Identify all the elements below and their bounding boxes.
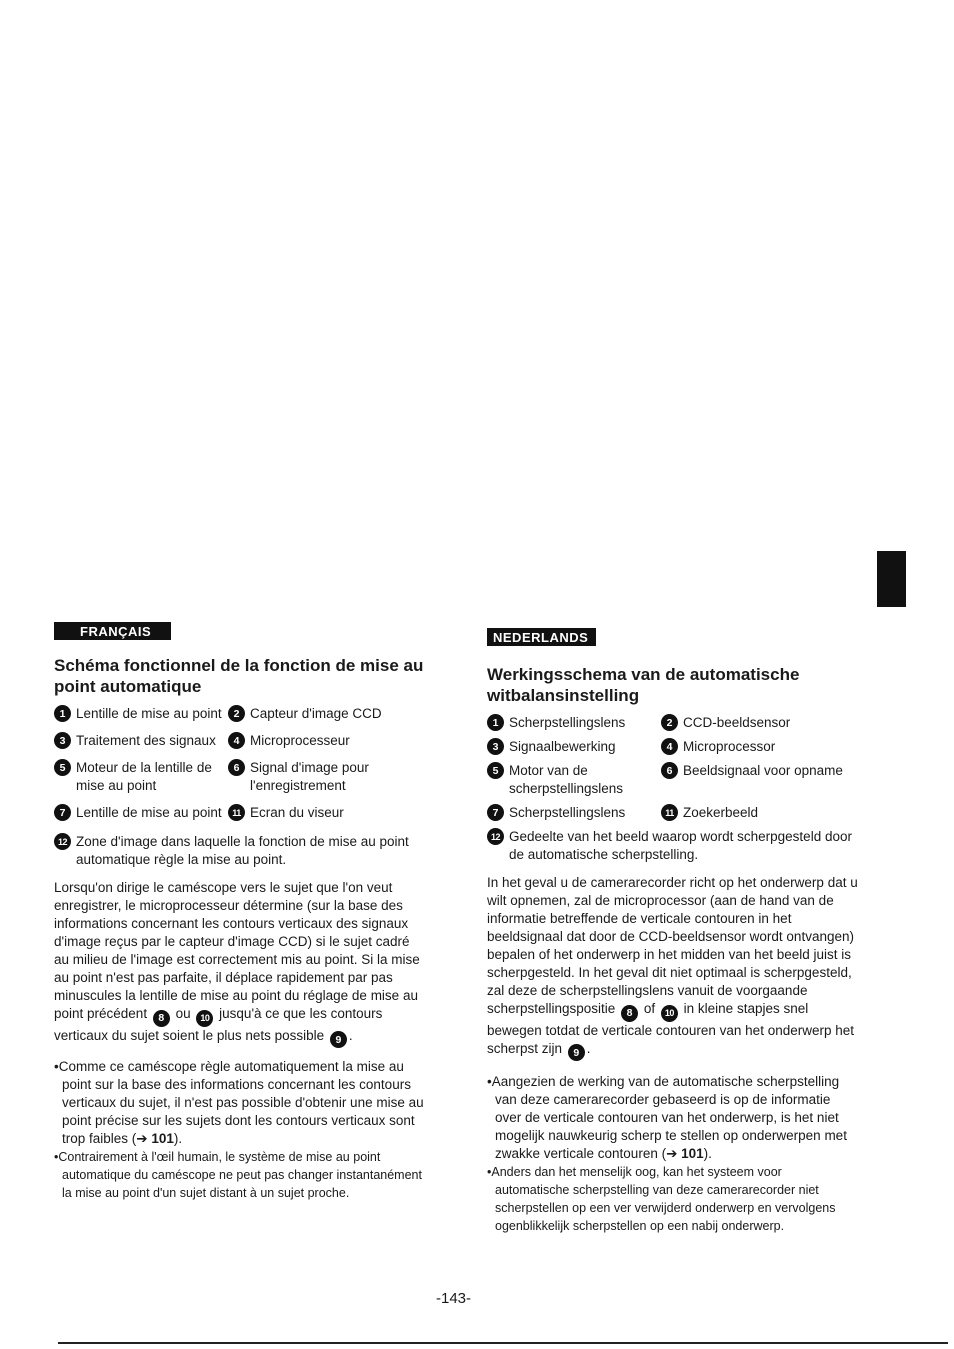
number-3-icon: 3 xyxy=(487,738,504,755)
bullet-text: •Comme ce caméscope règle automatiquement la mise au point sur la base des informations concernant les contours verticaux du sujet, il n'est pas possible d'obtenir une mise au point précise sur les sujets dont les contours verticaux sont trop faibles ( xyxy=(54,1059,424,1146)
legend-label: Lentille de mise au point xyxy=(76,805,222,820)
legend-item xyxy=(487,762,661,798)
legend-item xyxy=(228,759,424,795)
number-2-icon: 2 xyxy=(661,714,678,731)
section-heading-nederlands: Werkingsschema van de automatische witbalansinstelling xyxy=(487,665,800,705)
nederlands-column xyxy=(487,628,859,1235)
section-heading-francais: Schéma fonctionnel de la fonction de mise au point automatique xyxy=(54,656,424,696)
conjunction: of xyxy=(643,1001,656,1016)
legend-label: Moteur de la lentille de mise au point xyxy=(76,760,212,793)
legend-label: Lentille de mise au point xyxy=(76,706,222,721)
number-11-icon: 11 xyxy=(661,804,678,821)
number-9-icon: 9 xyxy=(568,1044,585,1061)
number-10-icon: 10 xyxy=(196,1010,213,1027)
legend-list-nederlands xyxy=(487,714,859,828)
number-6-icon: 6 xyxy=(661,762,678,779)
number-5-icon: 5 xyxy=(54,759,71,776)
legend-label: Zone d'image dans laquelle la fonction de mise au point automatique règle la mise au point. xyxy=(76,834,409,867)
bottom-rule xyxy=(58,1342,948,1344)
bullet-note xyxy=(487,1073,859,1163)
paragraph-text: In het geval u de camerarecorder richt op het onderwerp dat u wilt opnemen, zal de microprocessor (aan de hand van de informatie betreffende de verticale contouren in het beeldsignaal dat door de CCD-beeldsensor wordt ontvangen) bepalen of het onderwerp in het midden van het beeld juist is scherpgesteld. In het geval dit niet optimaal is scherpgesteld, zal deze de scherpstellingslens vanuit de voorgaande scherpstellingspositie xyxy=(487,875,858,1016)
number-9-icon: 9 xyxy=(330,1031,347,1048)
legend-list-francais xyxy=(54,705,424,831)
paragraph-text: in kleine stapjes snel bewegen totdat de verticale contouren van het onderwerp het scherpst zijn xyxy=(487,1001,854,1056)
number-1-icon: 1 xyxy=(487,714,504,731)
legend-item xyxy=(661,738,859,756)
bullet-note: •Anders dan het menselijk oog, kan het systeem voor automatische scherpstelling van deze camerarecorder niet scherpstellen op een ver verwijderd onderwerp en vervolgens ogenblikkelijk scherpstellen op een nabij onderwerp. xyxy=(487,1165,836,1233)
number-7-icon: 7 xyxy=(487,804,504,821)
bullet-note: •Contrairement à l'œil humain, le système de mise au point automatique du caméscope ne peut pas changer instantanément la mise au point d'un sujet distant à un sujet proche. xyxy=(54,1150,422,1200)
legend-label: Microprocessor xyxy=(683,739,776,754)
page-number: -143- xyxy=(436,1290,472,1307)
legend-label: Capteur d'image CCD xyxy=(250,706,382,721)
legend-item xyxy=(487,738,661,756)
legend-label: Motor van de scherpstellingslens xyxy=(509,763,624,796)
number-1-icon: 1 xyxy=(54,705,71,722)
number-3-icon: 3 xyxy=(54,732,71,749)
legend-item xyxy=(487,714,661,732)
bullet-text: •Aangezien de werking van de automatische scherpstelling van deze camerarecorder gebaseerd is op de informatie over de verticale contouren van het onderwerp, is het niet mogelijk nauwkeurig scherp te stellen op onderwerpen met zwakke verticale contouren ( xyxy=(487,1074,847,1161)
conjunction: ou xyxy=(175,1006,191,1021)
number-4-icon: 4 xyxy=(228,732,245,749)
legend-label: Scherpstellingslens xyxy=(509,715,626,730)
body-paragraph xyxy=(487,874,859,1061)
number-12-icon: 12 xyxy=(54,833,71,850)
paragraph-text: jusqu'à ce que les contours verticaux du sujet soient le plus nets possible xyxy=(54,1006,383,1043)
legend-item xyxy=(661,714,859,732)
number-11-icon: 11 xyxy=(228,804,245,821)
legend-item xyxy=(54,804,228,822)
number-2-icon: 2 xyxy=(228,705,245,722)
legend-item xyxy=(228,804,424,822)
legend-item xyxy=(228,705,424,723)
number-8-icon: 8 xyxy=(621,1005,638,1022)
legend-label: Signal d'image pour l'enregistrement xyxy=(250,760,369,793)
legend-item-12 xyxy=(54,833,424,869)
number-5-icon: 5 xyxy=(487,762,504,779)
legend-item xyxy=(661,762,859,798)
number-4-icon: 4 xyxy=(661,738,678,755)
legend-item xyxy=(54,759,228,795)
legend-label: Zoekerbeeld xyxy=(683,805,759,820)
francais-column xyxy=(54,622,424,1202)
legend-item xyxy=(54,732,228,750)
legend-item xyxy=(487,804,661,822)
legend-label: Scherpstellingslens xyxy=(509,805,626,820)
legend-label: Traitement des signaux xyxy=(76,733,216,748)
number-10-icon: 10 xyxy=(661,1005,678,1022)
punctuation: ). xyxy=(173,1131,183,1146)
punctuation: . xyxy=(348,1027,353,1043)
legend-item xyxy=(228,732,424,750)
legend-label: Gedeelte van het beeld waarop wordt scherpgesteld door de automatische scherpstelling. xyxy=(509,829,852,862)
bullet-note xyxy=(54,1058,424,1148)
legend-item-12 xyxy=(487,828,859,864)
number-6-icon: 6 xyxy=(228,759,245,776)
paragraph-text: Lorsqu'on dirige le caméscope vers le sujet que l'on veut enregistrer, le microprocesseur détermine (sur la base des informations concernant les contours verticaux des signaux d'image reçus par le capteur d'image CCD) si le sujet cadré au milieu de l'image est correctement mis au point. Si la mise au point n'est pas parfaite, il déplace rapidement par pas minuscules la lentille de mise au point du réglage de mise au point précédent xyxy=(54,880,420,1021)
legend-label: Ecran du viseur xyxy=(250,805,344,820)
punctuation: . xyxy=(586,1040,591,1056)
section-tab-marker xyxy=(877,551,906,607)
legend-label: Microprocesseur xyxy=(250,733,350,748)
legend-item xyxy=(661,804,859,822)
body-paragraph xyxy=(54,879,424,1048)
number-7-icon: 7 xyxy=(54,804,71,821)
legend-item xyxy=(54,705,228,723)
number-12-icon: 12 xyxy=(487,828,504,845)
legend-label: Beeldsignaal voor opname xyxy=(683,763,843,778)
page-reference: ➔ 101 xyxy=(136,1131,174,1146)
legend-label: CCD-beeldsensor xyxy=(683,715,791,730)
legend-label: Signaalbewerking xyxy=(509,739,616,754)
language-badge-francais: FRANÇAIS xyxy=(54,622,171,640)
page-reference: ➔ 101 xyxy=(666,1146,704,1161)
punctuation: ). xyxy=(703,1146,712,1161)
number-8-icon: 8 xyxy=(153,1010,170,1027)
language-badge-nederlands: NEDERLANDS xyxy=(487,628,596,646)
